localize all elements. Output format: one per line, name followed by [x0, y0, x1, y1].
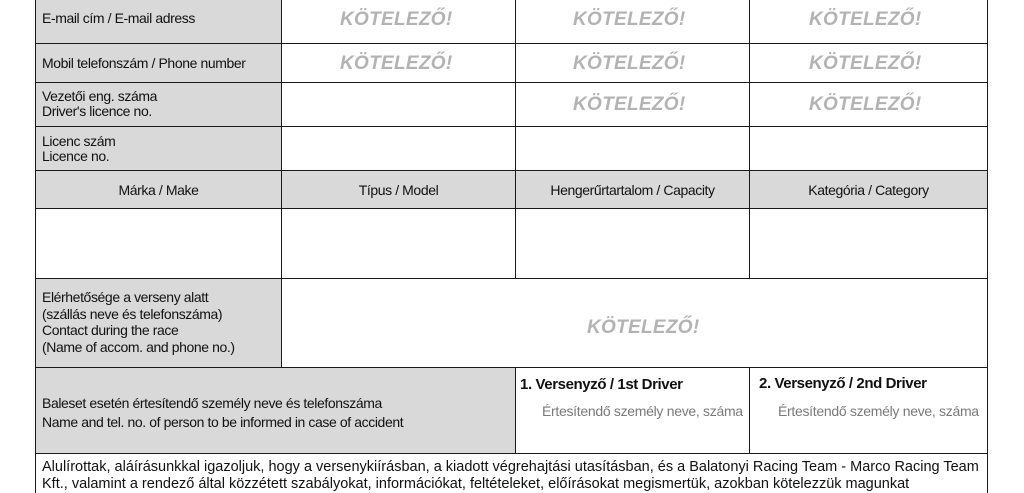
licence-label-en: Licence no. [42, 148, 110, 164]
make-field[interactable] [35, 208, 282, 279]
emergency-label-cell [35, 367, 516, 454]
driver-1-hint: Értesítendő személy neve, száma [542, 403, 743, 419]
required-mark: KÖTELEZŐ! [809, 9, 922, 30]
email-field-1[interactable] [281, 0, 516, 44]
required-mark: KÖTELEZŐ! [573, 9, 686, 30]
licence-field-1[interactable] [281, 126, 516, 171]
contact-label-hu: Elérhetősége a verseny alatt [42, 289, 209, 305]
driver-licence-field-1[interactable] [281, 82, 516, 127]
category-field[interactable] [749, 208, 988, 279]
licence-field-3[interactable] [749, 126, 988, 171]
email-field-3[interactable] [749, 0, 988, 44]
required-mark: KÖTELEZŐ! [587, 317, 700, 338]
required-mark: KÖTELEZŐ! [809, 94, 922, 115]
licence-field-2[interactable] [515, 126, 750, 171]
licence-label-hu: Licenc szám [42, 133, 116, 149]
email-label-cell [35, 0, 282, 44]
contact-field[interactable] [281, 278, 988, 368]
email-field-2[interactable] [515, 0, 750, 44]
driver-2-hint: Értesítendő személy neve, száma [778, 403, 979, 419]
make-header-cell [35, 170, 282, 209]
required-mark: KÖTELEZŐ! [573, 53, 686, 74]
driver-1-title: 1. Versenyző / 1st Driver [520, 376, 683, 393]
phone-field-3[interactable] [749, 43, 988, 83]
phone-label-cell [35, 43, 282, 83]
model-header: Típus / Model [358, 182, 439, 198]
contact-label-cell [35, 278, 282, 368]
phone-field-2[interactable] [515, 43, 750, 83]
make-header: Márka / Make [118, 182, 199, 198]
model-header-cell [281, 170, 516, 209]
required-mark: KÖTELEZŐ! [340, 53, 453, 74]
driver-licence-label-cell [35, 82, 282, 127]
driver-licence-label-en: Driver's licence no. [42, 103, 152, 119]
contact-label-en: Contact during the race [42, 322, 179, 338]
category-header: Kategória / Category [808, 182, 929, 198]
required-mark: KÖTELEZŐ! [340, 9, 453, 30]
capacity-header: Hengerűrtartalom / Capacity [550, 182, 715, 198]
driver-2-title: 2. Versenyző / 2nd Driver [759, 375, 927, 392]
driver-2-emergency-field[interactable] [749, 367, 988, 454]
driver-licence-field-2[interactable] [515, 82, 750, 127]
required-mark: KÖTELEZŐ! [809, 53, 922, 74]
contact-label-hu-sub: (szállás neve és telefonszáma) [42, 305, 223, 322]
declaration-text: Alulírottak, aláírásunkkal igazoljuk, hogy a versenykiírásban, a kiadott végrehajtási utasításban, és a Balatonyi Racing Team - Marco Racing Team Kft., valamint a rendező által közzétett szabályokat, információkat, feltételeket, előírásokat megismertük, azokban kötelezzük magunkat [42, 459, 979, 492]
driver-licence-field-3[interactable] [749, 82, 988, 127]
emergency-label-en: Name and tel. no. of person to be informed in case of accident [42, 414, 404, 430]
emergency-label-hu: Baleset esetén értesítendő személy neve és telefonszáma [42, 395, 382, 411]
email-label: E-mail cím / E-mail adress [42, 10, 195, 26]
contact-label-en-sub: (Name of accom. and phone no.) [42, 338, 235, 355]
phone-field-1[interactable] [281, 43, 516, 83]
driver-licence-label-hu: Vezetői eng. száma [42, 88, 157, 104]
capacity-field[interactable] [515, 208, 750, 279]
licence-label-cell [35, 126, 282, 171]
driver-1-emergency-field[interactable] [515, 367, 750, 454]
capacity-header-cell [515, 170, 750, 209]
phone-label: Mobil telefonszám / Phone number [42, 55, 246, 71]
category-header-cell [749, 170, 988, 209]
required-mark: KÖTELEZŐ! [573, 94, 686, 115]
model-field[interactable] [281, 208, 516, 279]
